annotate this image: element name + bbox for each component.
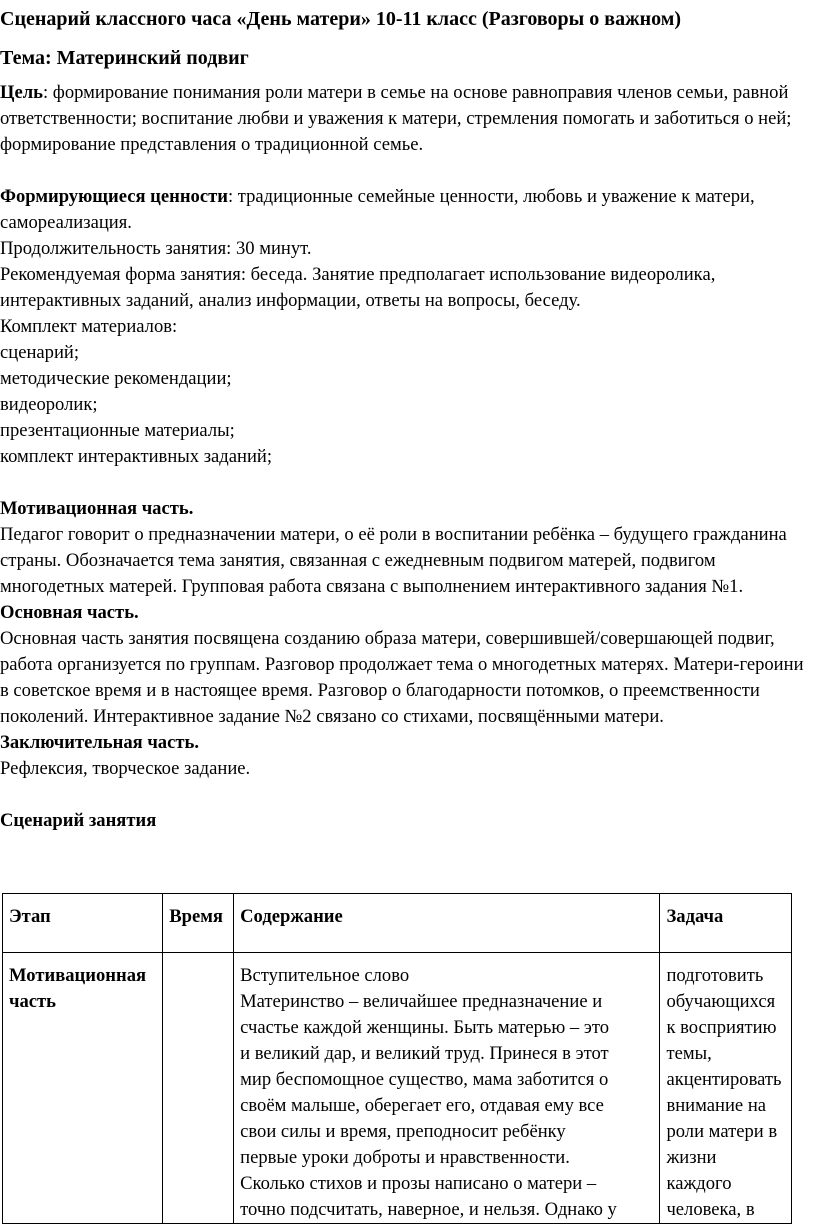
values-paragraph [0, 184, 814, 236]
content-line: и великий дар, и великий труд. Принеся в этот [240, 1043, 609, 1064]
materials-item: сценарий; [0, 342, 80, 363]
values-text: : традиционные семейные ценности, любовь и уважение к матери, самореализация. [0, 186, 755, 233]
content-line: мир беспомощное существо, мама заботится о [240, 1069, 609, 1090]
content-line: точно подсчитать, наверное, и нельзя. Однако у [240, 1199, 617, 1220]
cell-time [163, 953, 234, 1224]
content-line: Вступительное слово [240, 965, 410, 986]
final-heading: Заключительная часть. [0, 732, 199, 753]
scenario-table [2, 893, 792, 1224]
materials-item: комплект интерактивных заданий; [0, 446, 273, 467]
task-line: акцентировать [666, 1069, 782, 1090]
task-line: жизни [666, 1147, 717, 1168]
task-line: каждого [666, 1173, 732, 1194]
header-stage: Этап [3, 894, 163, 953]
cell-content [234, 953, 660, 1224]
task-line: внимание на [666, 1095, 767, 1116]
content-line: Материнство – величайшее предназначение и [240, 991, 603, 1012]
materials-item: презентационные материалы; [0, 420, 235, 441]
content-line: Сколько стихов и прозы написано о матери – [240, 1173, 597, 1194]
materials-item: видеоролик; [0, 394, 98, 415]
scenario-heading: Сценарий занятия [0, 810, 157, 831]
header-time: Время [163, 894, 234, 953]
table-row [3, 953, 792, 1224]
task-line: подготовить [666, 965, 764, 986]
motivation-heading: Мотивационная часть. [0, 498, 194, 519]
values-label: Формирующиеся ценности [0, 186, 228, 207]
content-line: свои силы и время, преподносит ребёнку [240, 1121, 566, 1142]
task-line: человека, в [666, 1199, 755, 1220]
goal-label: Цель [0, 82, 43, 103]
content-line: счастье каждой женщины. Быть матерью – это [240, 1017, 610, 1038]
header-task: Задача [660, 894, 792, 953]
content-line: своём малыше, оберегает его, отдавая ему все [240, 1095, 604, 1116]
main-text: Основная часть занятия посвящена созданию образа матери, совершившей/совершающей подвиг, работа организуется по группам. Разговор продолжает тема о многодетных матерях. Матери-героини в советское время и в настоящее время. Разговор о благодарности потомков, о преемственности поколений. Интерактивное задание №2 связано со стихами, посвящёнными матери. [0, 628, 804, 727]
cell-stage: Мотивационная часть [3, 953, 163, 1224]
content-line: первые уроки доброты и нравственности. [240, 1147, 570, 1168]
document-topic: Тема: Материнский подвиг [0, 47, 249, 69]
task-line: темы, [666, 1043, 712, 1064]
goal-paragraph [0, 80, 814, 158]
goal-text: : формирование понимания роли матери в семье на основе равноправия членов семьи, равной ответственности; воспитание любви и уважения к матери, стремления помогать и заботиться о ней; формирование представления о традиционной семье. [0, 82, 792, 155]
final-text: Рефлексия, творческое задание. [0, 758, 251, 779]
task-line: к восприятию [666, 1017, 777, 1038]
document-title: Сценарий классного часа «День матери» 10-11 класс (Разговоры о важном) [0, 8, 682, 30]
duration-text: Продолжительность занятия: 30 минут. [0, 238, 312, 259]
motivation-text: Педагог говорит о предназначении матери, о её роли в воспитании ребёнка – будущего гражданина страны. Обозначается тема занятия, связанная с ежедневным подвигом матерей, подвигом многодетных матерей. Групповая работа связана с выполнением интерактивного задания №1. [0, 524, 787, 597]
header-content: Содержание [234, 894, 660, 953]
main-heading: Основная часть. [0, 602, 139, 623]
task-line: роли матери в [666, 1121, 778, 1142]
table-header-row [3, 894, 792, 953]
document-body [0, 80, 814, 834]
task-line: обучающихся [666, 991, 776, 1012]
cell-task [660, 953, 792, 1224]
form-text: Рекомендуемая форма занятия: беседа. Занятие предполагает использование видеоролика, интерактивных заданий, анализ информации, ответы на вопросы, беседу. [0, 264, 716, 311]
materials-heading: Комплект материалов: [0, 316, 178, 337]
materials-item: методические рекомендации; [0, 368, 232, 389]
